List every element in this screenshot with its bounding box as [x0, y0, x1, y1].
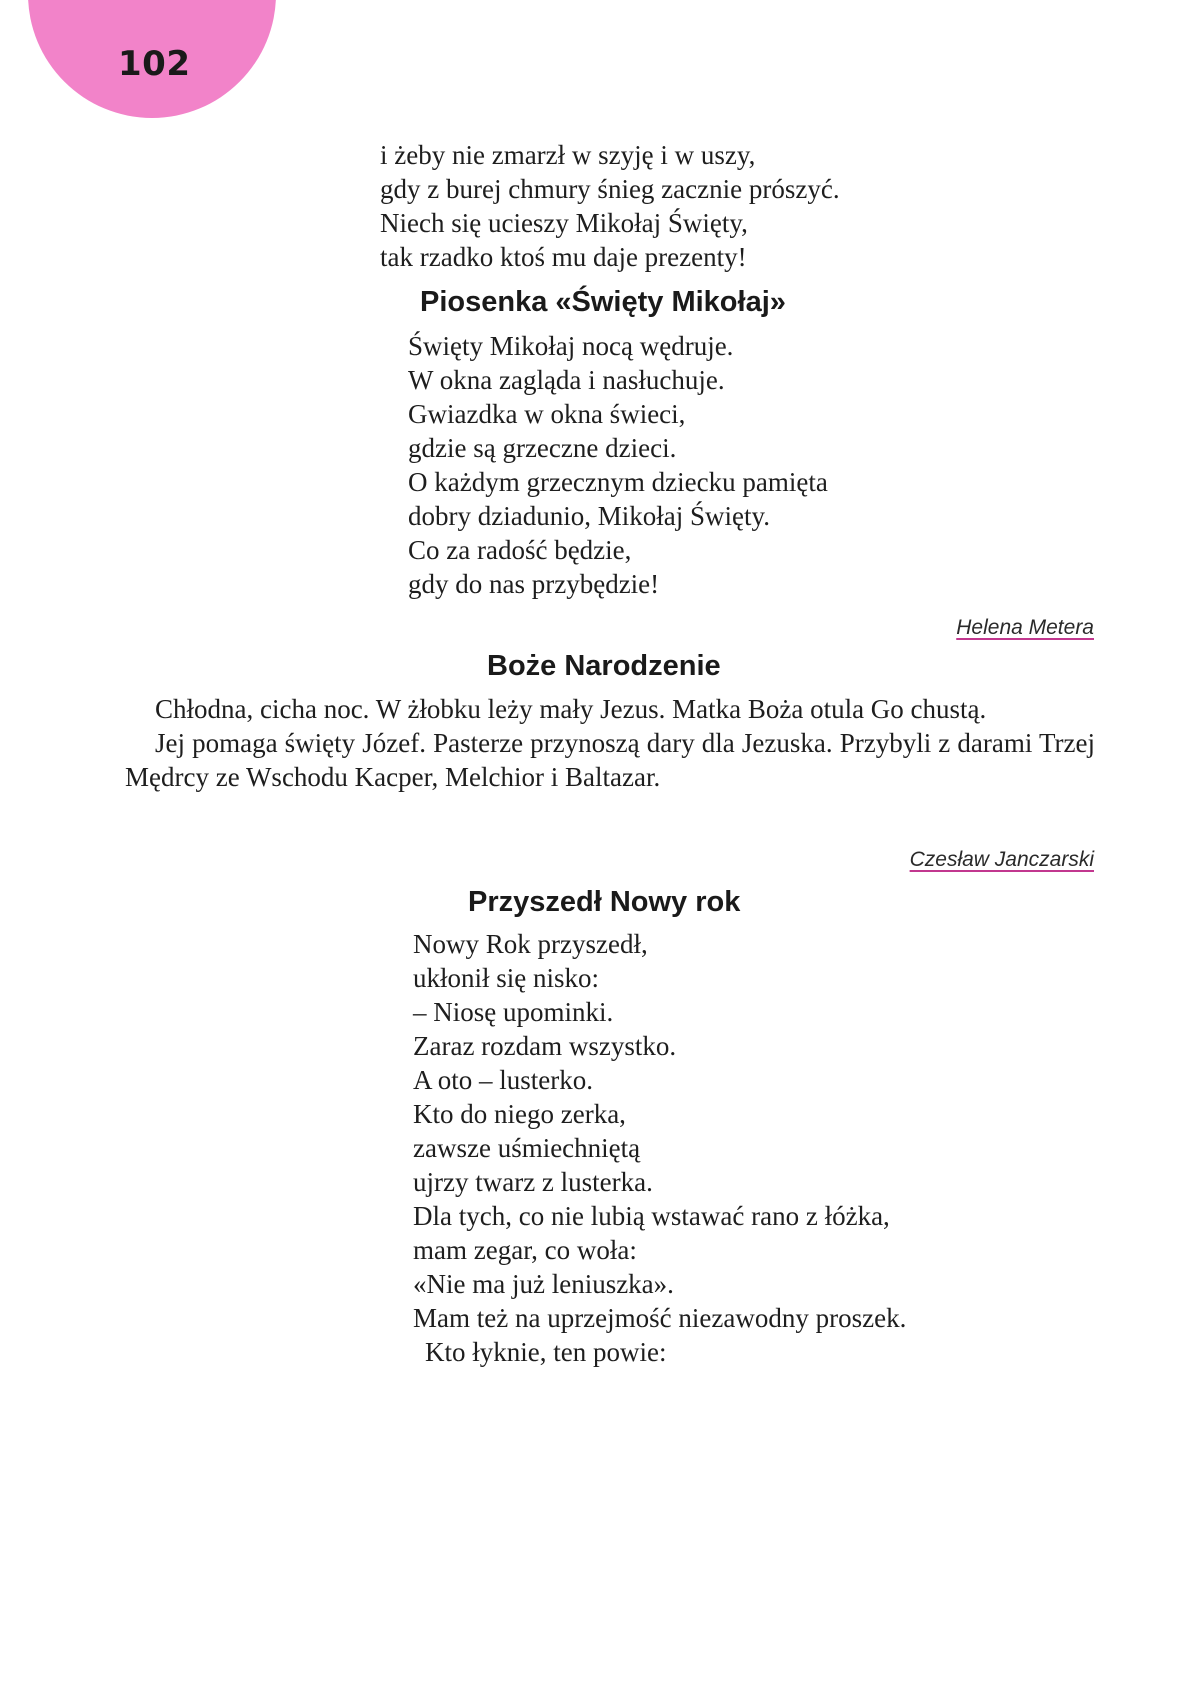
verse-line: «Nie ma już leniuszka». [413, 1269, 674, 1299]
verse-line: gdzie są grzeczne dzieci. [408, 433, 677, 463]
christmas-author: Czesław Janczarski [909, 848, 1094, 871]
verse-line: gdy z burej chmury śnieg zacznie prószyć. [380, 174, 840, 204]
verse-line: Niech się ucieszy Mikołaj Święty, [380, 208, 748, 238]
verse-line: Kto do niego zerka, [413, 1099, 626, 1129]
verse-line: W okna zagląda i nasłuchuje. [408, 365, 725, 395]
song-author: Helena Metera [956, 616, 1094, 639]
new-year-title: Przyszedł Nowy rok [468, 886, 741, 918]
verse-line: Dla tych, co nie lubią wstawać rano z łóżka, [413, 1201, 890, 1231]
verse-line: ukłonił się nisko: [413, 963, 600, 993]
christmas-text [125, 692, 1095, 794]
verse-line: tak rzadko ktoś mu daje prezenty! [380, 242, 747, 272]
page-number: 102 [118, 44, 191, 84]
verse-line: i żeby nie zmarzł w szyję i w uszy, [380, 140, 756, 170]
verse-line: ujrzy twarz z lusterka. [413, 1167, 653, 1197]
verse-line: gdy do nas przybędzie! [408, 569, 660, 599]
verse-line: mam zegar, co woła: [413, 1235, 637, 1265]
verse-line: Kto łyknie, ten powie: [425, 1337, 667, 1367]
verse-line: zawsze uśmiechniętą [413, 1133, 641, 1163]
intro-verse [380, 138, 840, 274]
verse-line: – Niosę upominki. [413, 997, 614, 1027]
verse-line: Zaraz rozdam wszystko. [413, 1031, 677, 1061]
verse-line: dobry dziadunio, Mikołaj Święty. [408, 501, 770, 531]
verse-line: A oto – lusterko. [413, 1065, 593, 1095]
verse-line: Gwiazdka w okna świeci, [408, 399, 686, 429]
song-title: Piosenka «Święty Mikołaj» [420, 286, 786, 318]
song-verse [408, 329, 828, 601]
paragraph: Chłodna, cicha noc. W żłobku leży mały Jezus. Matka Boża otula Go chustą. [155, 694, 987, 724]
new-year-verse [413, 927, 906, 1369]
verse-line: Co za radość będzie, [408, 535, 632, 565]
paragraph: Jej pomaga święty Józef. Pasterze przynoszą dary dla Jezuska. Przybyli z darami Trzej Mędrcy ze Wschodu Kacper, Melchior i Baltazar. [125, 728, 1095, 792]
verse-line: O każdym grzecznym dziecku pamięta [408, 467, 828, 497]
christmas-title: Boże Narodzenie [487, 650, 721, 682]
verse-line: Nowy Rok przyszedł, [413, 929, 648, 959]
verse-line: Mam też na uprzejmość niezawodny proszek. [413, 1303, 907, 1333]
verse-line: Święty Mikołaj nocą wędruje. [408, 331, 734, 361]
